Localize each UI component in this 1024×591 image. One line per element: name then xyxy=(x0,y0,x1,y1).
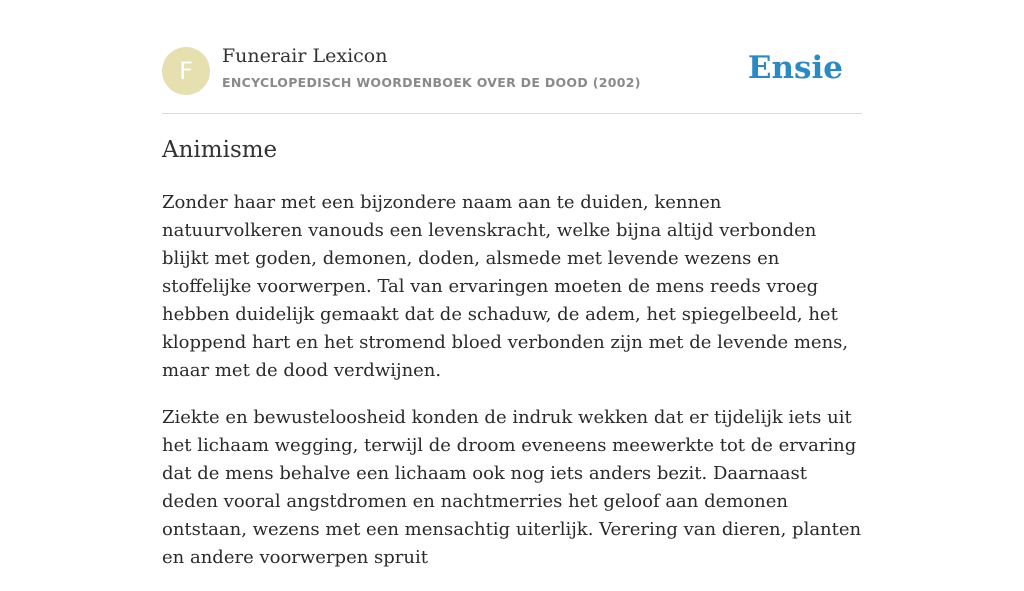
source-avatar[interactable]: F xyxy=(162,47,210,95)
paragraph: Zonder haar met een bijzondere naam aan te duiden, kennen natuurvolkeren vanouds een levenskracht, welke bijna altijd verbonden blijkt met goden, demonen, doden, alsmede met levende wezens en stoffelijke voorwerpen. Tal van ervaringen moeten de mens reeds vroeg hebben duidelijk gemaakt dat de schaduw, de adem, het spiegelbeeld, het kloppend hart en het stromend bloed verbonden zijn met de levende mens, maar met de dood verdwijnen. xyxy=(162,192,849,381)
paragraph: Ziekte en bewusteloosheid konden de indruk wekken dat er tijdelijk iets uit het lichaam wegging, terwijl de droom eveneens meewerkte tot de ervaring dat de mens behalve een lichaam ook nog iets anders bezit. Daarnaast deden vooral angstdromen en nachtmerries het geloof aan demonen ontstaan, wezens met een mensachtig uiterlijk. Verering van dieren, planten en andere voorwerpen spruit xyxy=(162,407,862,568)
brand-logo[interactable]: Ensie xyxy=(747,50,843,86)
source-title-link[interactable]: Funerair Lexicon xyxy=(222,45,388,67)
article-body xyxy=(162,189,862,591)
source-subtitle: ENCYCLOPEDISCH WOORDENBOEK OVER DE DOOD (2002) xyxy=(222,75,641,90)
article-title: Animisme xyxy=(162,137,278,163)
header xyxy=(162,0,862,114)
content-column xyxy=(162,0,862,568)
